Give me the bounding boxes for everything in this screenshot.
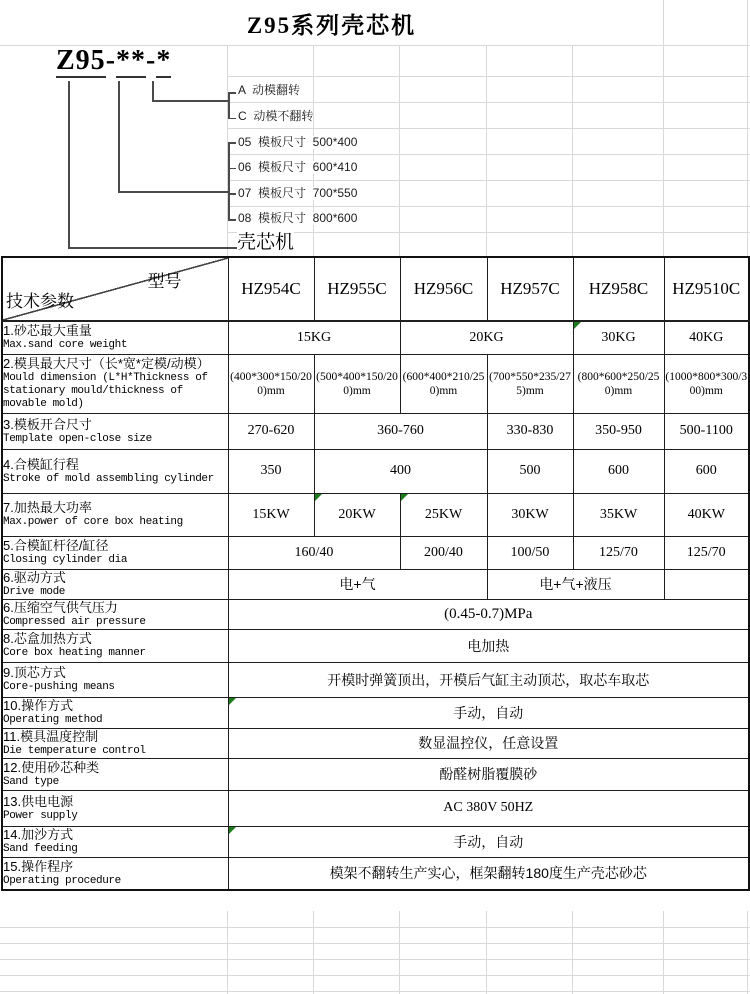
cell-text: 125/70 xyxy=(599,544,638,560)
model-name: HZ957C xyxy=(500,279,560,298)
cell-text: 手动，自动 xyxy=(453,833,524,850)
cell-air-pressure[interactable] xyxy=(228,599,749,629)
size-bracket-tick xyxy=(228,193,236,195)
cell-heating-manner[interactable] xyxy=(228,629,749,662)
cell-text: 30KG xyxy=(601,329,636,345)
param-label-zh: 7.加热最大功率 xyxy=(3,500,92,515)
gridline xyxy=(227,911,228,994)
cell-mould-dim-2[interactable] xyxy=(314,354,400,413)
cell-mould-dim-3[interactable] xyxy=(400,354,487,413)
cell-text: 350 xyxy=(260,463,282,478)
row-heating-power xyxy=(2,493,749,536)
label-drive-mode[interactable] xyxy=(2,569,228,599)
gridline xyxy=(0,991,750,992)
code-line-flip-horizontal xyxy=(152,100,229,102)
param-label-en: Template open-close size xyxy=(3,432,152,445)
param-label-zh: 8.芯盒加热方式 xyxy=(3,631,92,646)
cell-core-pushing[interactable] xyxy=(228,662,749,697)
param-label-en: Max.power of core box heating xyxy=(3,516,183,528)
cell-text: 600 xyxy=(608,463,629,478)
cell-sand-feeding[interactable] xyxy=(228,826,749,857)
code-dash: - xyxy=(105,45,117,76)
param-label-zh: 15.操作程序 xyxy=(3,858,74,874)
cell-stroke-1[interactable] xyxy=(228,449,314,493)
row-sand-feeding xyxy=(2,826,749,857)
size-bracket-tick xyxy=(228,219,236,221)
cell-text: 500 xyxy=(519,463,541,478)
cell-text: (700*550*235/275)mm xyxy=(489,370,571,397)
label-cylinder-stroke[interactable] xyxy=(2,449,228,493)
cell-text: 模架不翻转生产实心，框架翻转180度生产壳芯砂芯 xyxy=(329,865,647,882)
gridline xyxy=(572,911,573,994)
param-label-zh: 6.压缩空气供气压力 xyxy=(3,599,118,615)
cell-power-20kw[interactable] xyxy=(314,493,400,536)
spec-table xyxy=(1,256,750,891)
label-heating-power[interactable] xyxy=(2,493,228,536)
param-label-en: Operating procedure xyxy=(3,874,121,887)
cell-text: AC 380V 50HZ xyxy=(443,800,534,815)
code-line-size-vertical xyxy=(118,81,120,192)
cell-mould-dim-6[interactable] xyxy=(664,354,749,413)
cell-power-15kw[interactable] xyxy=(228,493,314,536)
row-core-pushing xyxy=(2,662,749,697)
cell-text: 125/70 xyxy=(686,544,726,560)
cell-drive-empty[interactable] xyxy=(664,569,749,599)
param-label-zh: 6.驱动方式 xyxy=(3,569,66,585)
code-line-series-vertical xyxy=(68,81,70,248)
cell-drive-electric-pneumatic-hydraulic[interactable] xyxy=(487,569,664,599)
cell-cyl-dia-4[interactable] xyxy=(573,536,664,569)
cell-text: 40KW xyxy=(687,506,725,522)
size-option: 05 模板尺寸 500*400 xyxy=(238,135,358,149)
gridline xyxy=(0,959,750,960)
cell-text: 600 xyxy=(695,463,717,478)
cell-text: (500*400*150/200)mm xyxy=(316,370,398,397)
label-closing-cylinder-dia[interactable] xyxy=(2,536,228,569)
cell-open-close-4[interactable] xyxy=(573,413,664,449)
param-label-en: Core box heating manner xyxy=(3,647,146,659)
cell-power-supply[interactable] xyxy=(228,790,749,826)
corner-model-label: 型号 xyxy=(147,272,182,291)
cell-stroke-3[interactable] xyxy=(487,449,573,493)
gridline xyxy=(227,154,750,155)
cell-text: 400 xyxy=(390,463,411,478)
model-name: HZ9510C xyxy=(672,279,741,298)
cell-sand-weight-15kg[interactable] xyxy=(228,321,400,354)
gridline xyxy=(227,102,750,103)
row-sand-type xyxy=(2,758,749,790)
cell-text: (600*400*210/250)mm xyxy=(402,370,485,397)
cell-text: 手动，自动 xyxy=(453,704,524,721)
model-header-hz957c[interactable] xyxy=(487,257,573,321)
gridline xyxy=(0,943,750,944)
label-sand-feeding[interactable] xyxy=(2,826,228,857)
cell-cyl-dia-2[interactable] xyxy=(400,536,487,569)
flip-bracket-tick xyxy=(228,92,236,94)
code-line-size-horizontal xyxy=(118,191,228,193)
cell-text: 电+气+液压 xyxy=(539,576,612,592)
model-header-hz958c[interactable] xyxy=(573,257,664,321)
row-core-box-heating xyxy=(2,629,749,662)
row-air-pressure xyxy=(2,599,749,629)
cell-sand-weight-40kg[interactable] xyxy=(664,321,749,354)
corner-params-label: 技术参数 xyxy=(6,292,74,311)
cell-text: 330-830 xyxy=(506,423,554,438)
label-operating-method[interactable] xyxy=(2,697,228,728)
cell-cyl-dia-1[interactable] xyxy=(228,536,400,569)
flip-bracket-tick xyxy=(228,118,236,120)
model-name: HZ956C xyxy=(413,279,474,298)
cell-text: 20KG xyxy=(469,329,504,345)
gridline xyxy=(227,206,750,207)
row-mould-dimension xyxy=(2,354,749,413)
cell-power-35kw[interactable] xyxy=(573,493,664,536)
label-sand-type[interactable] xyxy=(2,758,228,790)
param-label-en: Compressed air pressure xyxy=(3,615,146,628)
param-label-en: Sand type xyxy=(3,775,59,788)
cell-text: 15KW xyxy=(252,506,290,522)
param-label-zh: 1.砂芯最大重量 xyxy=(3,323,92,339)
code-size-placeholder: ** xyxy=(116,45,147,76)
gridline xyxy=(0,975,750,976)
row-sand-core-weight xyxy=(2,321,749,354)
param-label-en: Operating method xyxy=(3,714,103,726)
cell-open-close-1[interactable] xyxy=(228,413,314,449)
gridline xyxy=(399,911,400,994)
label-mould-dimension[interactable] xyxy=(2,354,228,413)
label-power-supply[interactable] xyxy=(2,790,228,826)
cell-text: 100/50 xyxy=(510,544,550,560)
error-flag-icon xyxy=(574,322,581,329)
cell-text: 40KG xyxy=(689,329,724,345)
param-label-zh: 4.合模缸行程 xyxy=(3,456,79,472)
cell-operating-method[interactable] xyxy=(228,697,749,728)
row-closing-cylinder-dia xyxy=(2,536,749,569)
cell-cyl-dia-5[interactable] xyxy=(664,536,749,569)
cell-text: (0.45-0.7)MPa xyxy=(444,605,533,622)
machine-type-label: 壳芯机 xyxy=(237,232,295,253)
label-die-temperature[interactable] xyxy=(2,728,228,758)
param-label-zh: 3.模板开合尺寸 xyxy=(3,416,92,432)
cell-open-close-2[interactable] xyxy=(314,413,487,449)
gridline xyxy=(663,911,664,994)
error-flag-icon xyxy=(315,494,322,501)
row-power-supply xyxy=(2,790,749,826)
cell-stroke-4[interactable] xyxy=(573,449,664,493)
corner-cell[interactable] xyxy=(2,257,228,321)
model-header-hz9510c[interactable] xyxy=(664,257,749,321)
cell-text: 酚醛树脂覆膜砂 xyxy=(439,766,538,782)
cell-text: 20KW xyxy=(338,506,376,522)
label-air-pressure[interactable] xyxy=(2,599,228,629)
gridline xyxy=(486,911,487,994)
error-flag-icon xyxy=(229,698,236,705)
gridline xyxy=(227,76,750,77)
param-label-en: Drive mode xyxy=(3,585,66,598)
gridline xyxy=(0,927,750,928)
param-label-en: Max.sand core weight xyxy=(3,339,128,352)
cell-text: 500-1100 xyxy=(679,423,733,438)
cell-power-25kw[interactable] xyxy=(400,493,487,536)
model-name: HZ958C xyxy=(588,279,649,298)
cell-text: 350-950 xyxy=(595,423,642,438)
page-title: Z95系列壳芯机 xyxy=(246,13,417,38)
error-flag-icon xyxy=(229,827,236,834)
cell-text: 数显温控仪，任意设置 xyxy=(418,735,559,751)
param-label-zh: 9.顶芯方式 xyxy=(3,665,66,680)
error-flag-icon xyxy=(401,494,408,501)
cell-sand-type[interactable] xyxy=(228,758,749,790)
param-label-zh: 14.加沙方式 xyxy=(3,827,74,842)
flip-option: C 动模不翻转 xyxy=(238,109,314,123)
label-sand-core-weight[interactable] xyxy=(2,321,228,354)
cell-text: (800*600*250/250)mm xyxy=(577,370,660,397)
gridline xyxy=(227,180,750,181)
cell-stroke-5[interactable] xyxy=(664,449,749,493)
model-header-hz956c[interactable] xyxy=(400,257,487,321)
cell-sand-weight-30kg[interactable] xyxy=(573,321,664,354)
gridline xyxy=(747,0,748,256)
param-label-en: Core-pushing means xyxy=(3,681,115,693)
param-label-en: Die temperature control xyxy=(3,744,146,757)
code-series: Z95 xyxy=(56,45,106,76)
cell-text: 开模时弹簧顶出，开模后气缸主动顶芯，取芯车取芯 xyxy=(327,671,650,688)
code-flip-placeholder: * xyxy=(156,45,172,76)
cell-text: 160/40 xyxy=(294,544,334,560)
cell-power-40kw[interactable] xyxy=(664,493,749,536)
model-code xyxy=(56,45,171,77)
param-label-zh: 5.合模缸杆径/缸径 xyxy=(3,538,109,553)
cell-text: (400*300*150/200)mm xyxy=(230,370,312,397)
code-line-series-horizontal xyxy=(68,247,237,249)
size-option: 08 模板尺寸 800*600 xyxy=(238,211,358,225)
gridline xyxy=(227,232,750,233)
param-label-zh: 10.操作方式 xyxy=(3,698,74,713)
gridline xyxy=(747,911,748,994)
label-core-box-heating[interactable] xyxy=(2,629,228,662)
cell-stroke-2[interactable] xyxy=(314,449,487,493)
cell-sand-weight-20kg[interactable] xyxy=(400,321,573,354)
gridline xyxy=(227,128,750,129)
param-label-zh: 2.模具最大尺寸（长*宽*定模/动模） xyxy=(3,356,210,371)
param-label-en: Sand feeding xyxy=(3,843,78,855)
cell-mould-dim-5[interactable] xyxy=(573,354,664,413)
cell-power-30kw[interactable] xyxy=(487,493,573,536)
cell-drive-electric-pneumatic[interactable] xyxy=(228,569,487,599)
cell-open-close-3[interactable] xyxy=(487,413,573,449)
gridline xyxy=(486,45,487,256)
param-label-en: Stroke of mold assembling cylinder xyxy=(3,472,214,485)
param-label-en: Mould dimension (L*H*Thickness of stationary mould/thickness of movable mold) xyxy=(3,372,208,410)
model-name: HZ954C xyxy=(241,279,301,298)
row-operating-procedure xyxy=(2,857,749,890)
size-bracket-tick xyxy=(228,142,236,144)
label-core-pushing[interactable] xyxy=(2,662,228,697)
cell-text: 200/40 xyxy=(424,544,463,560)
param-label-zh: 13.供电电源 xyxy=(3,793,74,809)
size-option: 06 模板尺寸 600*410 xyxy=(238,160,358,174)
param-label-zh: 12.使用砂芯种类 xyxy=(3,759,100,775)
row-cylinder-stroke xyxy=(2,449,749,493)
flip-bracket-vertical xyxy=(228,92,230,119)
row-drive-mode xyxy=(2,569,749,599)
label-operating-procedure[interactable] xyxy=(2,857,228,890)
cell-text: (1000*800*300/300)mm xyxy=(665,370,748,397)
gridline xyxy=(399,45,400,256)
gridline xyxy=(663,0,664,256)
flip-option: A 动模翻转 xyxy=(238,83,301,97)
model-header-hz955c[interactable] xyxy=(314,257,400,321)
model-name: HZ955C xyxy=(327,279,387,298)
cell-die-temperature[interactable] xyxy=(228,728,749,758)
row-die-temperature xyxy=(2,728,749,758)
cell-open-close-5[interactable] xyxy=(664,413,749,449)
param-label-zh: 11.模具温度控制 xyxy=(3,728,99,744)
cell-text: 30KW xyxy=(511,506,549,522)
cell-mould-dim-4[interactable] xyxy=(487,354,573,413)
cell-text: 35KW xyxy=(599,506,638,522)
cell-cyl-dia-3[interactable] xyxy=(487,536,573,569)
code-dash: - xyxy=(146,45,157,76)
row-template-open-close xyxy=(2,413,749,449)
cell-text: 360-760 xyxy=(377,423,424,438)
gridline xyxy=(313,911,314,994)
code-line-flip-vertical xyxy=(152,81,154,101)
cell-text: 电+气 xyxy=(339,576,376,592)
cell-mould-dim-1[interactable] xyxy=(228,354,314,413)
header-row xyxy=(2,257,749,321)
size-bracket-tick xyxy=(228,168,236,170)
size-option: 07 模板尺寸 700*550 xyxy=(238,186,358,200)
gridline xyxy=(572,45,573,256)
row-operating-method xyxy=(2,697,749,728)
label-template-open-close[interactable] xyxy=(2,413,228,449)
cell-text: 270-620 xyxy=(247,423,295,438)
cell-text: 电加热 xyxy=(467,637,510,654)
cell-text: 15KG xyxy=(296,329,332,345)
size-bracket-vertical xyxy=(228,142,230,220)
param-label-en: Power supply xyxy=(3,809,78,822)
param-label-en: Closing cylinder dia xyxy=(3,554,128,566)
cell-operating-procedure[interactable] xyxy=(228,857,749,890)
cell-text: 25KW xyxy=(424,506,463,522)
model-header-hz954c[interactable] xyxy=(228,257,314,321)
